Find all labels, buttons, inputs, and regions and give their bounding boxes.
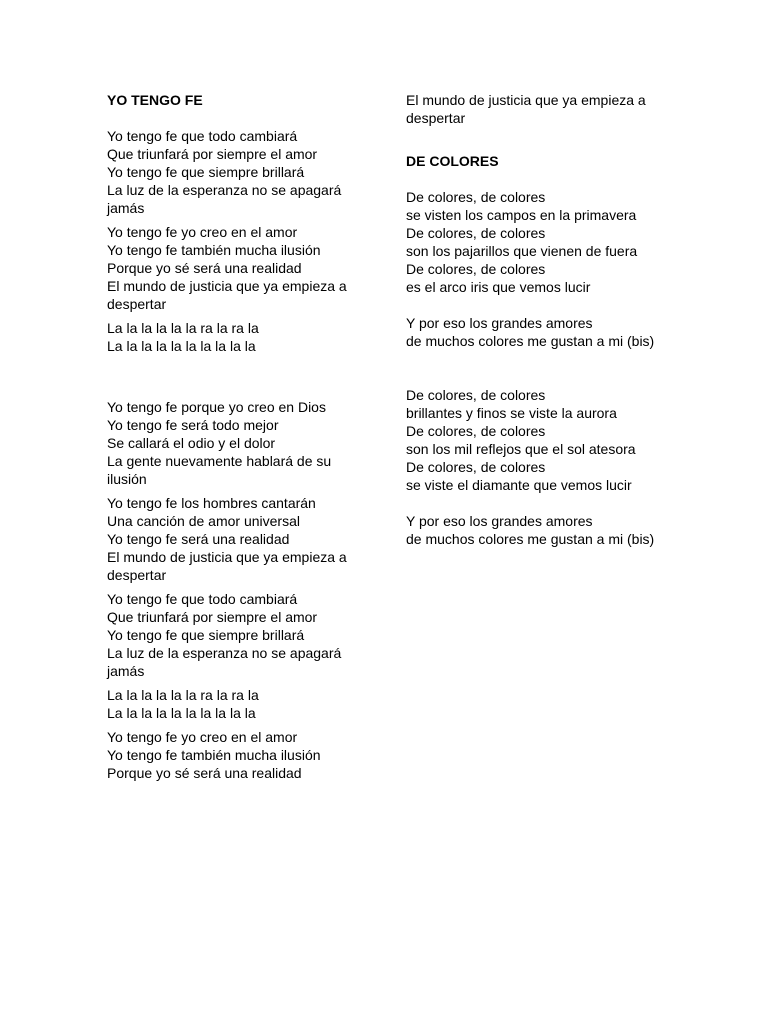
lyric-line: Yo tengo fe también mucha ilusión: [107, 747, 321, 763]
lyric-line: Yo tengo fe que siempre brillará: [107, 627, 305, 643]
lyric-line: brillantes y finos se viste la aurora: [406, 405, 617, 421]
lyric-line: De colores, de colores: [406, 459, 546, 475]
lyric-line: de muchos colores me gustan a mi (bis): [406, 333, 655, 349]
lyric-line: El mundo de justicia que ya empieza a despertar: [107, 549, 347, 583]
continued-stanza: [406, 91, 668, 127]
lyric-line: Yo tengo fe que todo cambiará: [107, 128, 298, 144]
lyric-line: Y por eso los grandes amores: [406, 315, 593, 331]
lyric-line: Que triunfará por siempre el amor: [107, 146, 318, 162]
right-column: [406, 91, 668, 548]
lyric-line: Porque yo sé será una realidad: [107, 765, 302, 781]
lyric-line: son los mil reflejos que el sol atesora: [406, 441, 636, 457]
lyric-line: Porque yo sé será una realidad: [107, 260, 302, 276]
lyric-line: Yo tengo fe porque yo creo en Dios: [107, 399, 326, 415]
left-column: [107, 91, 369, 782]
stanza: [406, 386, 668, 494]
lyric-line: La la la la la la la la la la: [107, 705, 256, 721]
lyric-line: De colores, de colores: [406, 423, 546, 439]
lyric-line: Yo tengo fe que siempre brillará: [107, 164, 305, 180]
lyric-line: Yo tengo fe los hombres cantarán: [107, 495, 316, 511]
stanza: [107, 728, 369, 782]
lyric-line: La luz de la esperanza no se apagará jamás: [107, 182, 342, 216]
lyric-line: se viste el diamante que vemos lucir: [406, 477, 632, 493]
lyric-line: Y por eso los grandes amores: [406, 513, 593, 529]
stanza: [406, 512, 668, 548]
lyric-line: se visten los campos en la primavera: [406, 207, 637, 223]
lyric-line: Yo tengo fe yo creo en el amor: [107, 729, 298, 745]
lyric-line: Yo tengo fe será todo mejor: [107, 417, 279, 433]
lyric-line: De colores, de colores: [406, 225, 546, 241]
lyric-line: La la la la la la la la la la: [107, 338, 256, 354]
lyric-line: La gente nuevamente hablará de su ilusión: [107, 453, 332, 487]
stanza: [107, 319, 369, 355]
lyric-line: Yo tengo fe también mucha ilusión: [107, 242, 321, 258]
lyric-line: Una canción de amor universal: [107, 513, 300, 529]
lyric-line: es el arco iris que vemos lucir: [406, 279, 591, 295]
song-title-yo-tengo-fe: YO TENGO FE: [107, 92, 203, 108]
lyric-line: son los pajarillos que vienen de fuera: [406, 243, 638, 259]
lyric-line: Yo tengo fe yo creo en el amor: [107, 224, 298, 240]
stanza: [107, 223, 369, 313]
stanza: [107, 127, 369, 217]
lyric-line: Se callará el odio y el dolor: [107, 435, 276, 451]
lyric-line: De colores, de colores: [406, 261, 546, 277]
lyric-line: La la la la la la ra la ra la: [107, 320, 259, 336]
stanza: [107, 494, 369, 584]
song-title-de-colores: DE COLORES: [406, 153, 499, 169]
stanza: [406, 188, 668, 296]
lyric-line: La luz de la esperanza no se apagará jamás: [107, 645, 342, 679]
lyric-line: De colores, de colores: [406, 387, 546, 403]
lyric-line: El mundo de justicia que ya empieza a despertar: [107, 278, 347, 312]
lyric-line: La la la la la la ra la ra la: [107, 687, 259, 703]
lyric-line: De colores, de colores: [406, 189, 546, 205]
stanza: [107, 398, 369, 488]
stanza: [406, 314, 668, 350]
stanza: [107, 590, 369, 680]
lyric-line: Yo tengo fe será una realidad: [107, 531, 290, 547]
lyric-line: Que triunfará por siempre el amor: [107, 609, 318, 625]
lyric-line: El mundo de justicia que ya empieza a despertar: [406, 92, 646, 126]
stanza: [107, 686, 369, 722]
lyric-line: de muchos colores me gustan a mi (bis): [406, 531, 655, 547]
lyric-line: Yo tengo fe que todo cambiará: [107, 591, 298, 607]
